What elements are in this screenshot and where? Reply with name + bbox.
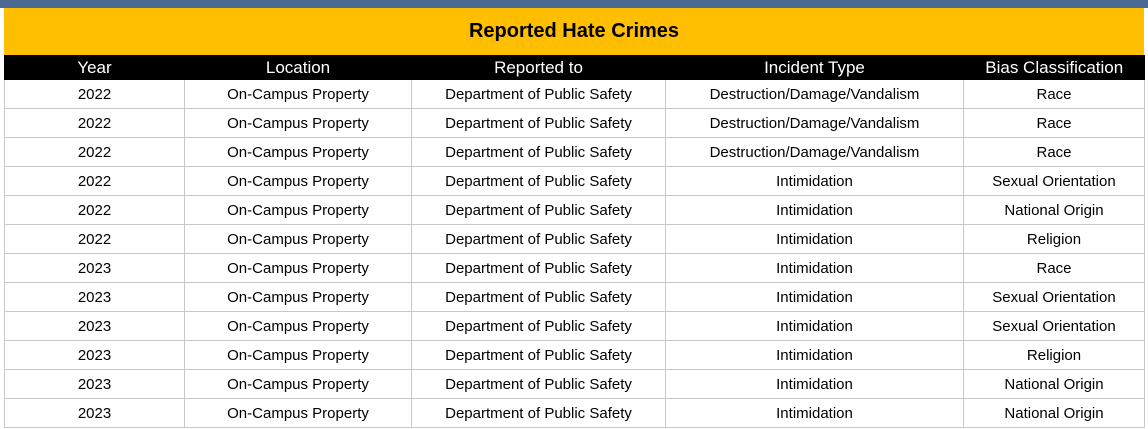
cell-year: 2023 (5, 283, 185, 312)
column-header-bias-classification: Bias Classification (964, 55, 1145, 80)
table-row (5, 341, 1145, 370)
cell-reported-to: Department of Public Safety (412, 399, 666, 428)
cell-incident-type: Destruction/Damage/Vandalism (666, 138, 964, 167)
cell-year: 2022 (5, 167, 185, 196)
cell-bias-classification: Religion (964, 341, 1145, 370)
header-row (5, 55, 1145, 80)
cell-location: On-Campus Property (185, 138, 412, 167)
cell-bias-classification: National Origin (964, 370, 1145, 399)
cell-reported-to: Department of Public Safety (412, 80, 666, 109)
cell-incident-type: Intimidation (666, 370, 964, 399)
column-header-incident-type: Incident Type (666, 55, 964, 80)
cell-bias-classification: Race (964, 138, 1145, 167)
cell-bias-classification: Race (964, 80, 1145, 109)
column-header-reported-to: Reported to (412, 55, 666, 80)
cell-year: 2023 (5, 399, 185, 428)
cell-location: On-Campus Property (185, 80, 412, 109)
table-row (5, 196, 1145, 225)
cell-location: On-Campus Property (185, 370, 412, 399)
table-row (5, 80, 1145, 109)
cell-year: 2023 (5, 254, 185, 283)
cell-reported-to: Department of Public Safety (412, 225, 666, 254)
cell-bias-classification: Sexual Orientation (964, 283, 1145, 312)
cell-bias-classification: Race (964, 254, 1145, 283)
cell-reported-to: Department of Public Safety (412, 196, 666, 225)
table-body (5, 80, 1145, 428)
cell-location: On-Campus Property (185, 109, 412, 138)
column-header-location: Location (185, 55, 412, 80)
cell-reported-to: Department of Public Safety (412, 167, 666, 196)
cell-reported-to: Department of Public Safety (412, 138, 666, 167)
column-header-year: Year (5, 55, 185, 80)
cell-incident-type: Intimidation (666, 399, 964, 428)
cell-location: On-Campus Property (185, 254, 412, 283)
cell-location: On-Campus Property (185, 196, 412, 225)
cell-reported-to: Department of Public Safety (412, 109, 666, 138)
top-accent-bar (0, 0, 1148, 8)
cell-reported-to: Department of Public Safety (412, 283, 666, 312)
cell-location: On-Campus Property (185, 283, 412, 312)
cell-year: 2023 (5, 370, 185, 399)
cell-incident-type: Destruction/Damage/Vandalism (666, 80, 964, 109)
cell-reported-to: Department of Public Safety (412, 370, 666, 399)
table-row (5, 138, 1145, 167)
table-row (5, 370, 1145, 399)
table-row (5, 312, 1145, 341)
cell-year: 2023 (5, 341, 185, 370)
cell-year: 2022 (5, 225, 185, 254)
title-band (4, 8, 1144, 55)
cell-year: 2022 (5, 196, 185, 225)
cell-location: On-Campus Property (185, 399, 412, 428)
table-row (5, 109, 1145, 138)
cell-incident-type: Destruction/Damage/Vandalism (666, 109, 964, 138)
cell-incident-type: Intimidation (666, 196, 964, 225)
table-row (5, 283, 1145, 312)
hate-crimes-table (4, 55, 1145, 428)
cell-incident-type: Intimidation (666, 254, 964, 283)
cell-location: On-Campus Property (185, 167, 412, 196)
table-header (5, 55, 1145, 80)
cell-incident-type: Intimidation (666, 283, 964, 312)
cell-bias-classification: National Origin (964, 399, 1145, 428)
cell-incident-type: Intimidation (666, 225, 964, 254)
cell-year: 2022 (5, 80, 185, 109)
cell-year: 2022 (5, 109, 185, 138)
cell-bias-classification: Sexual Orientation (964, 167, 1145, 196)
table-row (5, 399, 1145, 428)
table-row (5, 167, 1145, 196)
cell-bias-classification: Sexual Orientation (964, 312, 1145, 341)
cell-bias-classification: Race (964, 109, 1145, 138)
cell-reported-to: Department of Public Safety (412, 341, 666, 370)
table-title: Reported Hate Crimes (468, 20, 680, 42)
cell-location: On-Campus Property (185, 341, 412, 370)
cell-bias-classification: Religion (964, 225, 1145, 254)
cell-incident-type: Intimidation (666, 341, 964, 370)
cell-incident-type: Intimidation (666, 167, 964, 196)
table-row (5, 225, 1145, 254)
cell-year: 2023 (5, 312, 185, 341)
cell-reported-to: Department of Public Safety (412, 312, 666, 341)
cell-year: 2022 (5, 138, 185, 167)
cell-location: On-Campus Property (185, 225, 412, 254)
table-row (5, 254, 1145, 283)
cell-bias-classification: National Origin (964, 196, 1145, 225)
cell-incident-type: Intimidation (666, 312, 964, 341)
cell-reported-to: Department of Public Safety (412, 254, 666, 283)
cell-location: On-Campus Property (185, 312, 412, 341)
